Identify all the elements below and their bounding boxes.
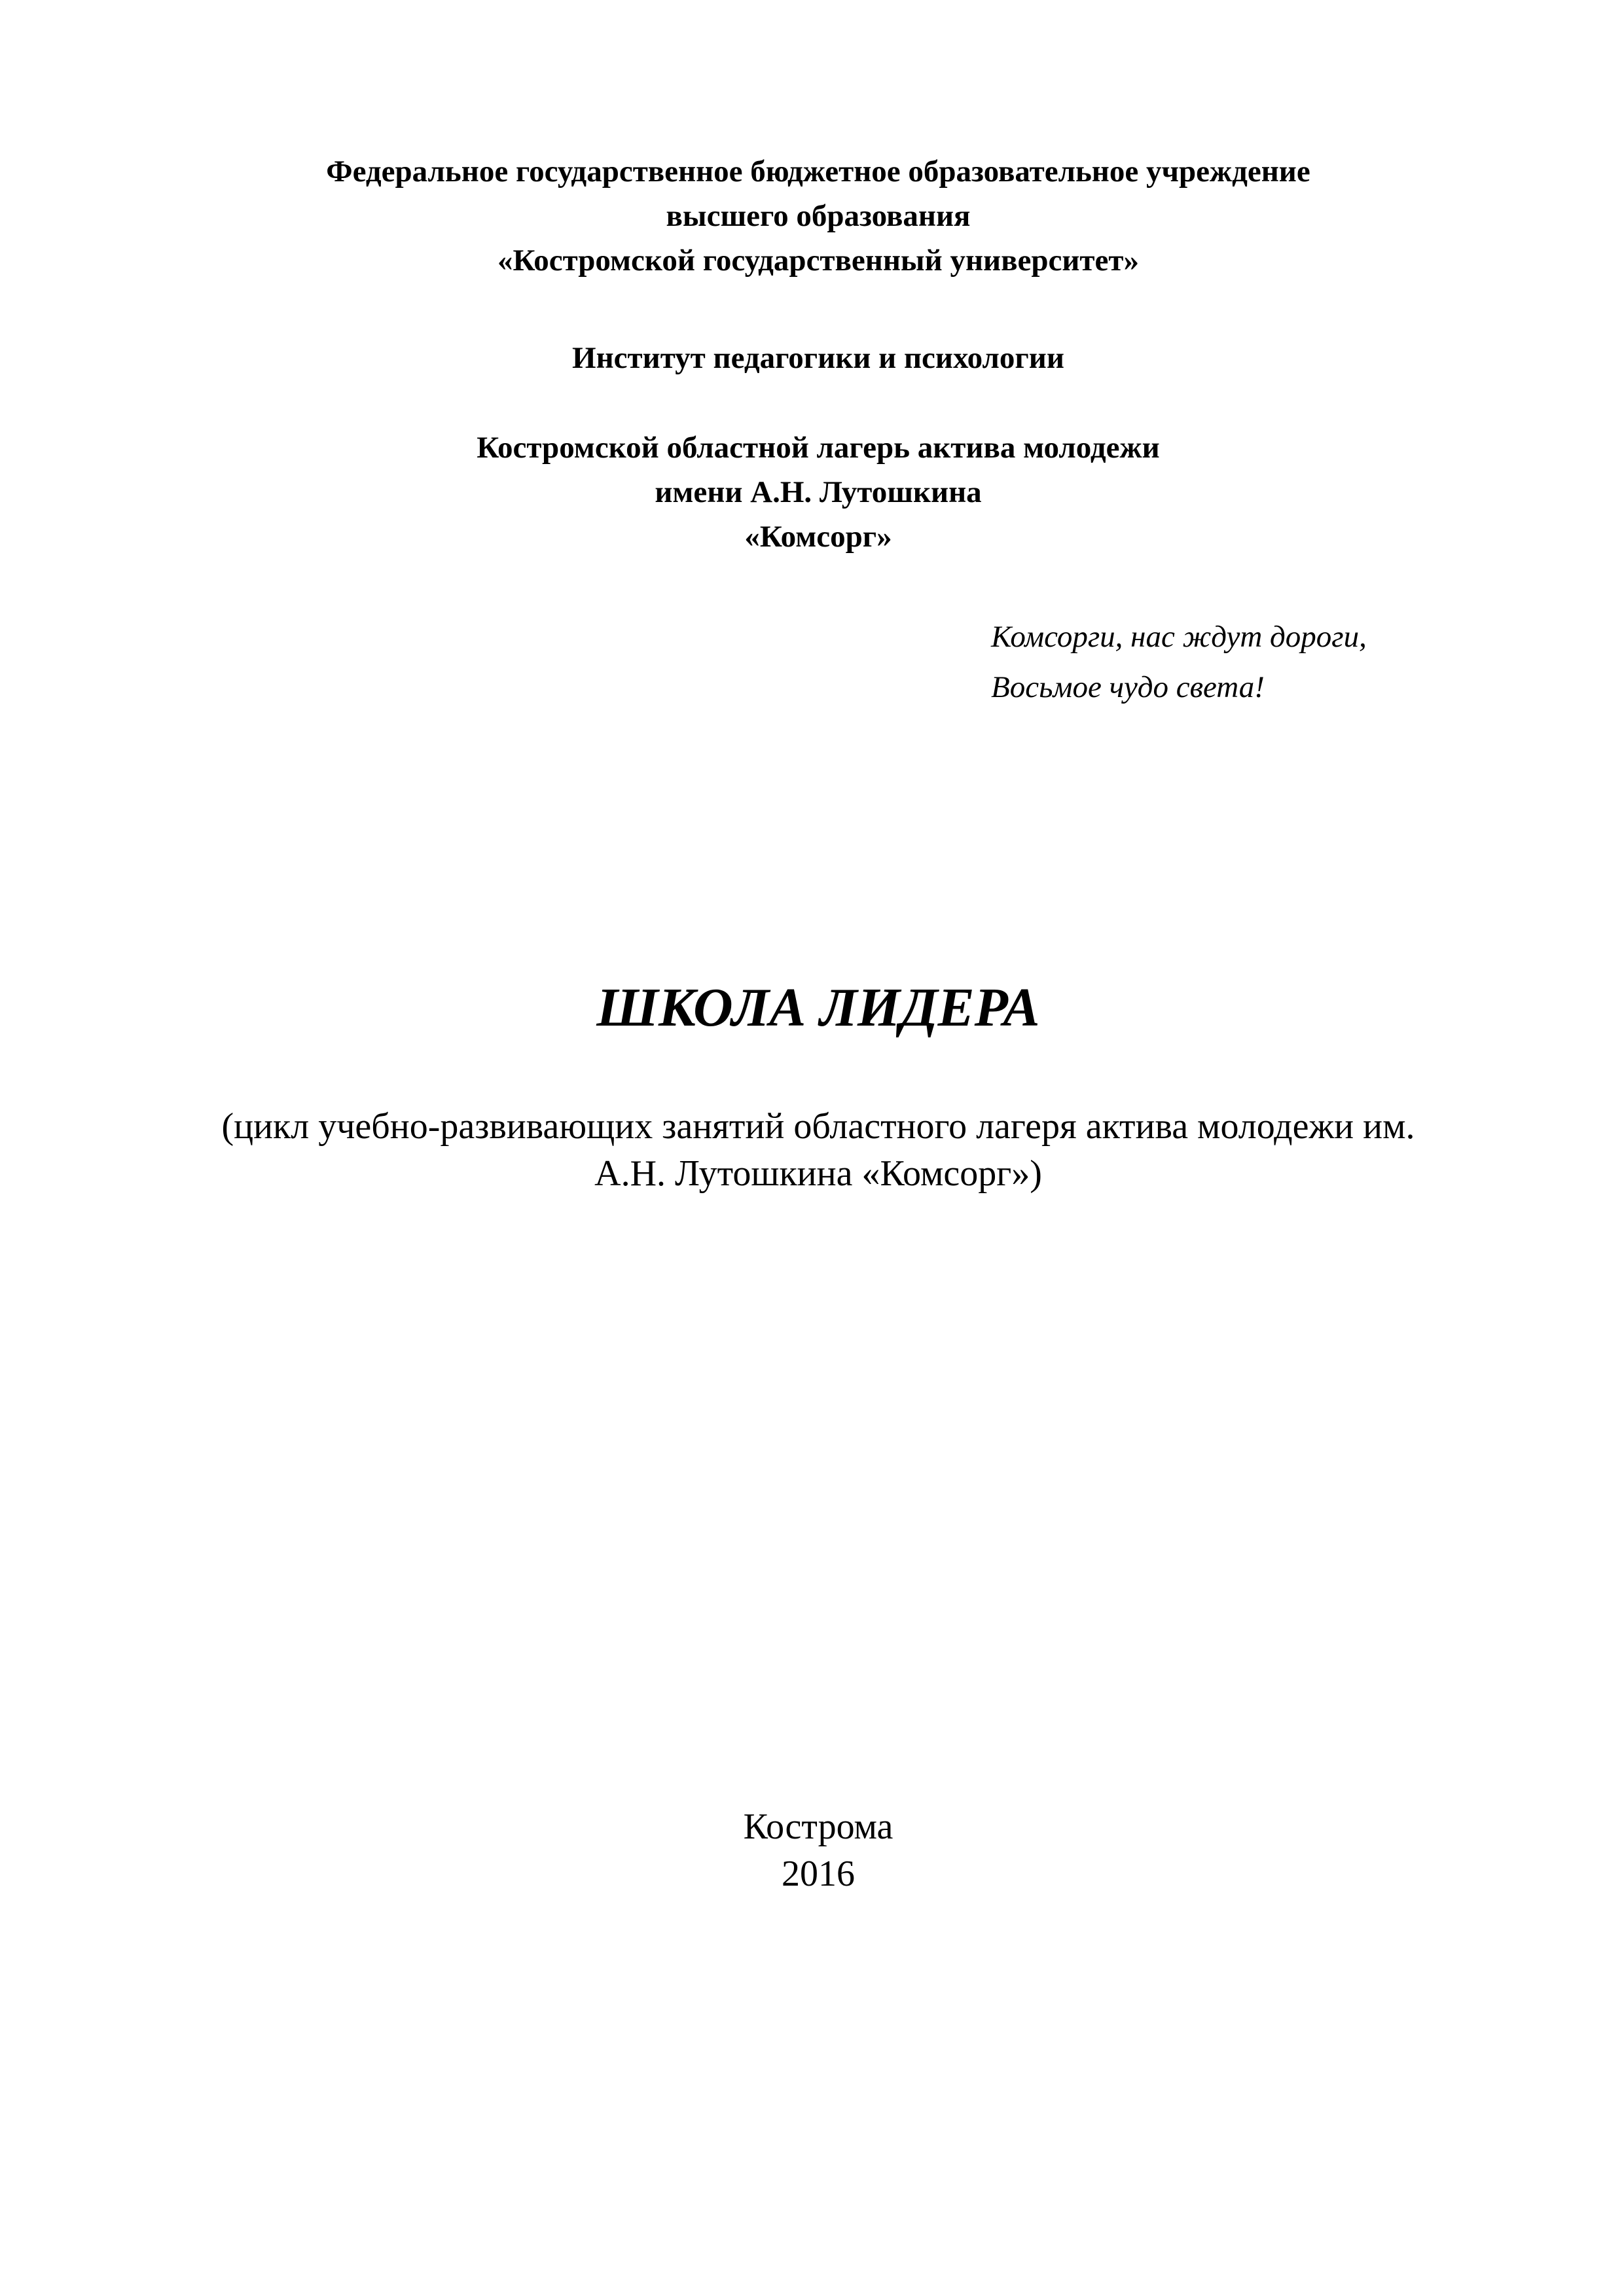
institute-name	[164, 336, 1473, 380]
epigraph-line: Восьмое чудо света!	[991, 670, 1265, 704]
camp-line: «Комсорг»	[744, 520, 892, 554]
header-line: высшего образования	[666, 199, 971, 233]
camp-line: имени А.Н. Лутошкина	[655, 475, 982, 509]
epigraph-line: Комсорги, нас ждут дороги,	[991, 620, 1367, 654]
document-title: ШКОЛА ЛИДЕРА	[596, 977, 1040, 1038]
epigraph	[991, 612, 1580, 713]
publication-footer	[164, 1803, 1473, 1897]
header-line: «Костромской государственный университет»	[497, 243, 1139, 278]
organization-header	[164, 149, 1473, 283]
subtitle-line: А.Н. Лутошкина «Комсорг»)	[594, 1153, 1042, 1194]
publication-city: Кострома	[743, 1806, 893, 1847]
publication-year: 2016	[782, 1854, 855, 1894]
subtitle-line: (цикл учебно-развивающих занятий областного лагеря актива молодежи им.	[221, 1106, 1415, 1147]
header-line: Федеральное государственное бюджетное образовательное учреждение	[326, 154, 1310, 188]
camp-line: Костромской областной лагерь актива молодежи	[477, 431, 1160, 465]
institute-line: Институт педагогики и психологии	[572, 341, 1064, 375]
document-subtitle	[98, 1103, 1538, 1197]
camp-name	[164, 425, 1473, 559]
